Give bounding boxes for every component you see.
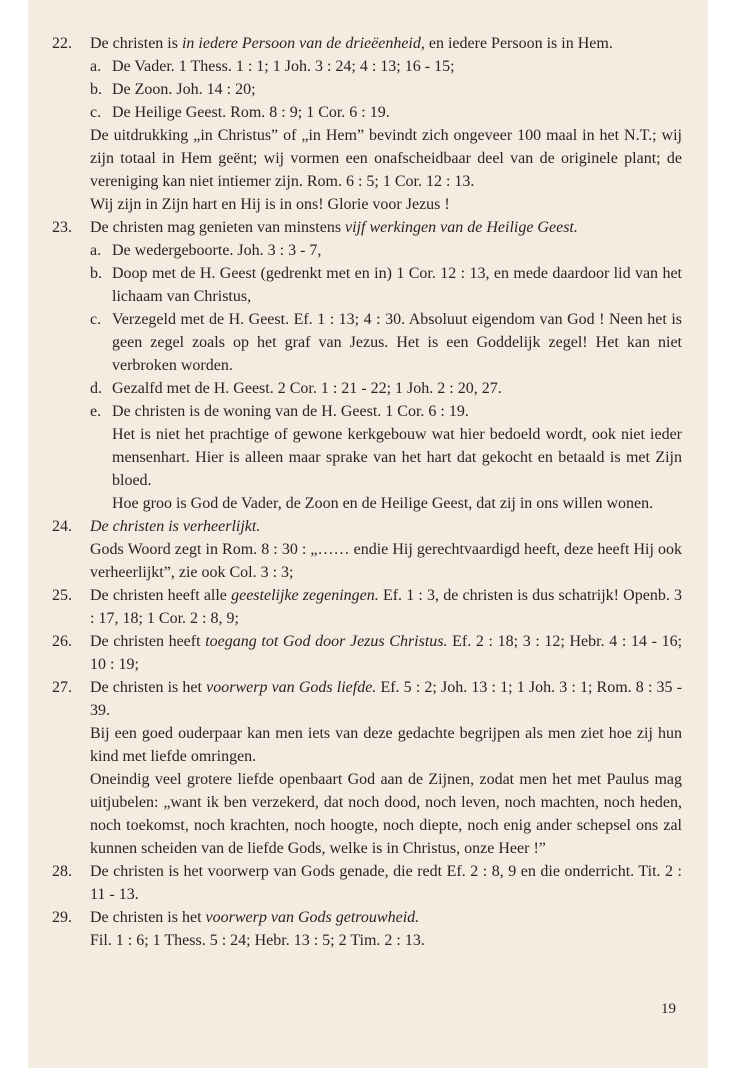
paragraph: Fil. 1 : 6; 1 Thess. 5 : 24; Hebr. 13 : 5; 2 Tim. 2 : 13. bbox=[90, 932, 425, 949]
sub-item-c: c. Verzegeld met de H. Geest. Ef. 1 : 13; 4 : 30. Absoluut eigendom van God ! Neen het is geen zegel zoals op het graf van Jezus. Het is een Goddelijk zegel! Het kan niet verbroken worden. bbox=[90, 311, 682, 374]
item-body bbox=[90, 906, 682, 952]
item-body bbox=[90, 584, 682, 630]
item-number: 27. bbox=[52, 679, 72, 696]
sub-item-b: b. De Zoon. Joh. 14 : 20; bbox=[90, 81, 256, 98]
item-heading: De christen is het voorwerp van Gods liefde. Ef. 5 : 2; Joh. 13 : 1; 1 Joh. 3 : 1; Rom. 8 : 35 - 39. bbox=[90, 679, 683, 719]
item-number: 29. bbox=[52, 909, 72, 926]
item-23 bbox=[52, 216, 712, 515]
item-number: 28. bbox=[52, 863, 72, 880]
paragraph: De uitdrukking „in Christus” of „in Hem” bevindt zich ongeveer 100 maal in het N.T.; wij zijn totaal in Hem geënt; wij vormen een onafscheidbaar deel van de originele plant; de vereniging kan niet intiemer zijn. Rom. 6 : 5; 1 Cor. 12 : 13. bbox=[90, 127, 682, 190]
paragraph: Hoe groo is God de Vader, de Zoon en de Heilige Geest, dat zij in ons willen wonen. bbox=[112, 495, 654, 512]
item-number: 22. bbox=[52, 35, 72, 52]
item-25 bbox=[52, 584, 712, 630]
item-heading: De christen is in iedere Persoon van de drieëenheid, en iedere Persoon is in Hem. bbox=[90, 35, 613, 52]
item-body bbox=[90, 216, 682, 515]
item-26 bbox=[52, 630, 712, 676]
paragraph: Bij een goed ouderpaar kan men iets van deze gedachte begrijpen als men ziet hoe zij hun kind met liefde omringen. bbox=[90, 725, 682, 765]
item-29 bbox=[52, 906, 712, 952]
sub-item-c: c. De Heilige Geest. Rom. 8 : 9; 1 Cor. 6 : 19. bbox=[90, 104, 390, 121]
page-number: 19 bbox=[661, 1001, 676, 1017]
item-heading: De christen is het voorwerp van Gods getrouwheid. bbox=[90, 909, 420, 926]
item-body bbox=[90, 860, 682, 906]
item-28 bbox=[52, 860, 712, 906]
paragraph: De christen heeft alle geestelijke zegeningen. Ef. 1 : 3, de christen is dus schatrijk! Openb. 3 : 17, 18; 1 Cor. 2 : 8, 9; bbox=[90, 587, 682, 627]
item-body bbox=[90, 515, 682, 584]
sub-item-b: b. Doop met de H. Geest (gedrenkt met en in) 1 Cor. 12 : 13, en mede daardoor lid van het lichaam van Christus, bbox=[90, 265, 682, 305]
sub-item-a: a. De wedergeboorte. Joh. 3 : 3 - 7, bbox=[90, 242, 322, 259]
item-body bbox=[90, 32, 682, 216]
paragraph: Het is niet het prachtige of gewone kerkgebouw wat hier bedoeld wordt, ook niet ieder mensenhart. Hier is alleen maar sprake van het hart dat gekocht en betaald is met Zijn bloed. bbox=[112, 426, 682, 489]
paragraph: Oneindig veel grotere liefde openbaart God aan de Zijnen, zodat men het met Paulus mag uitjubelen: „want ik ben verzekerd, dat noch dood, noch leven, noch machten, noch heden, noch toekomst, noch krachten, noch hoogte, noch diepte, noch enig ander schepsel ons zal kunnen scheiden van de liefde Gods, welke is in Christus, onze Heer !” bbox=[90, 771, 682, 857]
item-22 bbox=[52, 32, 712, 216]
paragraph: Gods Woord zegt in Rom. 8 : 30 : „…… endie Hij gerechtvaardigd heeft, deze heeft Hij ook verheerlijkt”, zie ook Col. 3 : 3; bbox=[90, 541, 682, 581]
sub-item-d: d. Gezalfd met de H. Geest. 2 Cor. 1 : 21 - 22; 1 Joh. 2 : 20, 27. bbox=[90, 380, 502, 397]
item-27 bbox=[52, 676, 712, 860]
item-body bbox=[90, 676, 682, 860]
item-body bbox=[90, 630, 682, 676]
paragraph: De christen heeft toegang tot God door Jezus Christus. Ef. 2 : 18; 3 : 12; Hebr. 4 : 14 - 16; 10 : 19; bbox=[90, 633, 683, 673]
sub-item-e: e. De christen is de woning van de H. Geest. 1 Cor. 6 : 19. bbox=[90, 403, 469, 420]
sub-item-a: a. De Vader. 1 Thess. 1 : 1; 1 Joh. 3 : 24; 4 : 13; 16 - 15; bbox=[90, 58, 455, 75]
paragraph: Wij zijn in Zijn hart en Hij is in ons! Glorie voor Jezus ! bbox=[90, 196, 450, 213]
book-page bbox=[28, 0, 708, 1068]
item-number: 24. bbox=[52, 518, 72, 535]
paragraph: De christen is het voorwerp van Gods genade, die redt Ef. 2 : 8, 9 en die onderricht. Tit. 2 : 11 - 13. bbox=[90, 863, 682, 903]
item-number: 25. bbox=[52, 587, 72, 604]
item-heading: De christen mag genieten van minstens vijf werkingen van de Heilige Geest. bbox=[90, 219, 578, 236]
page-content bbox=[52, 32, 712, 952]
item-24 bbox=[52, 515, 712, 584]
item-number: 26. bbox=[52, 633, 72, 650]
item-number: 23. bbox=[52, 219, 72, 236]
item-heading: De christen is verheerlijkt. bbox=[90, 518, 261, 535]
